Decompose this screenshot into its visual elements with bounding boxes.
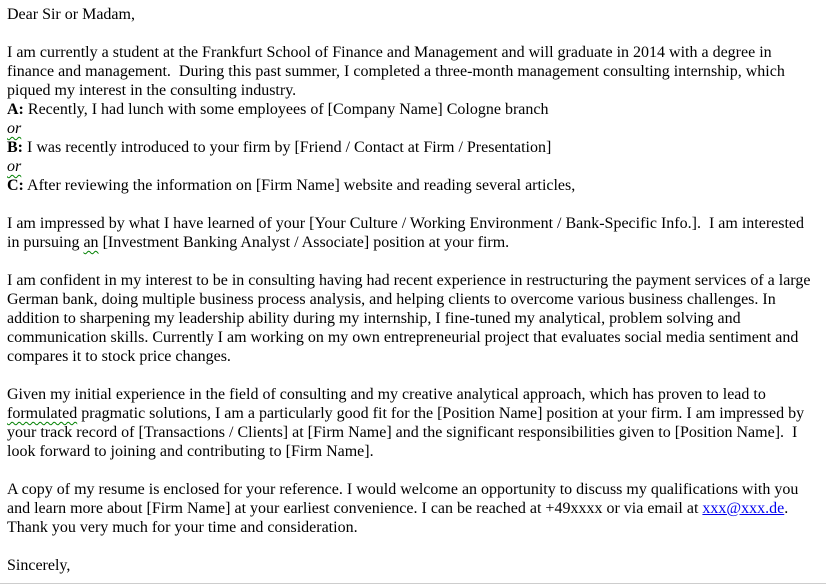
text-run: I am currently a student at the Frankfurt School of Finance and Management and will graduate in 2014 with a degree in finance and management. During this past summer, I completed a three-month management consulting internship, which piqued my interest in the consulting industry. — [7, 44, 789, 99]
text-run: I am impressed by what I have learned of your [Your Culture / Working Environment / Bank-Specific Info.]. I am interested in pursuing — [7, 215, 809, 251]
paragraph — [7, 5, 818, 24]
blank-line — [7, 252, 818, 271]
spellcheck-flagged-text: or — [7, 120, 22, 137]
paragraph — [7, 385, 818, 461]
paragraph — [7, 119, 818, 138]
email-link[interactable]: xxx@xxx.de — [702, 500, 785, 517]
blank-line — [7, 195, 818, 214]
text-run: I was recently introduced to your firm by [Friend / Contact at Firm / Presentation] — [23, 139, 552, 156]
blank-line — [7, 461, 818, 480]
blank-line — [7, 366, 818, 385]
text-run: A copy of my resume is enclosed for your reference. I would welcome an opportunity to discuss my qualifications with you and learn more about [Firm Name] at your earliest convenience. I can be reached at +49xxxx or via email at — [7, 481, 803, 517]
text-run: pragmatic solutions, I am a particularly good fit for the [Position Name] position at your firm. I am impressed by your track record of [Transactions / Clients] at [Firm Name] and the significant responsibilities given to [Position Name]. I look forward to joining and contributing to [Firm Name]. — [7, 405, 809, 460]
paragraph — [7, 176, 818, 195]
text-run: Sincerely, — [7, 557, 71, 574]
blank-line — [7, 537, 818, 556]
text-run: After reviewing the information on [Firm Name] website and reading several articles, — [23, 177, 576, 194]
text-run: . Thank you very much for your time and consideration. — [7, 500, 792, 536]
blank-line — [7, 24, 818, 43]
text-run: B: — [7, 139, 23, 156]
letter-body — [7, 5, 818, 575]
spellcheck-flagged-text: an — [83, 234, 99, 251]
paragraph — [7, 157, 818, 176]
spellcheck-flagged-text: or — [7, 158, 22, 175]
paragraph — [7, 480, 818, 537]
text-run: [Investment Banking Analyst / Associate] position at your firm. — [98, 234, 510, 251]
text-run: A: — [7, 101, 24, 118]
paragraph — [7, 43, 818, 100]
spellcheck-flagged-text: formulated — [7, 405, 78, 422]
paragraph — [7, 271, 818, 366]
paragraph — [7, 138, 818, 157]
paragraph — [7, 100, 818, 119]
text-run: Given my initial experience in the field of consulting and my creative analytical approach, which has proven to lead to — [7, 386, 770, 403]
paragraph — [7, 214, 818, 252]
text-run: I am confident in my interest to be in consulting having had recent experience in restructuring the payment services of a large German bank, doing multiple business process analysis, and helping clients to overcome various business challenges. In addition to sharpening my leadership ability during my internship, I fine-tuned my analytical, problem solving and communication skills. Currently I am working on my own entrepreneurial project that evaluates social media sentiment and compares it to stock price changes. — [7, 272, 815, 365]
text-run: Recently, I had lunch with some employees of [Company Name] Cologne branch — [23, 101, 549, 118]
text-run: Dear Sir or Madam, — [7, 6, 135, 23]
paragraph — [7, 556, 818, 575]
text-run: C: — [7, 177, 24, 194]
